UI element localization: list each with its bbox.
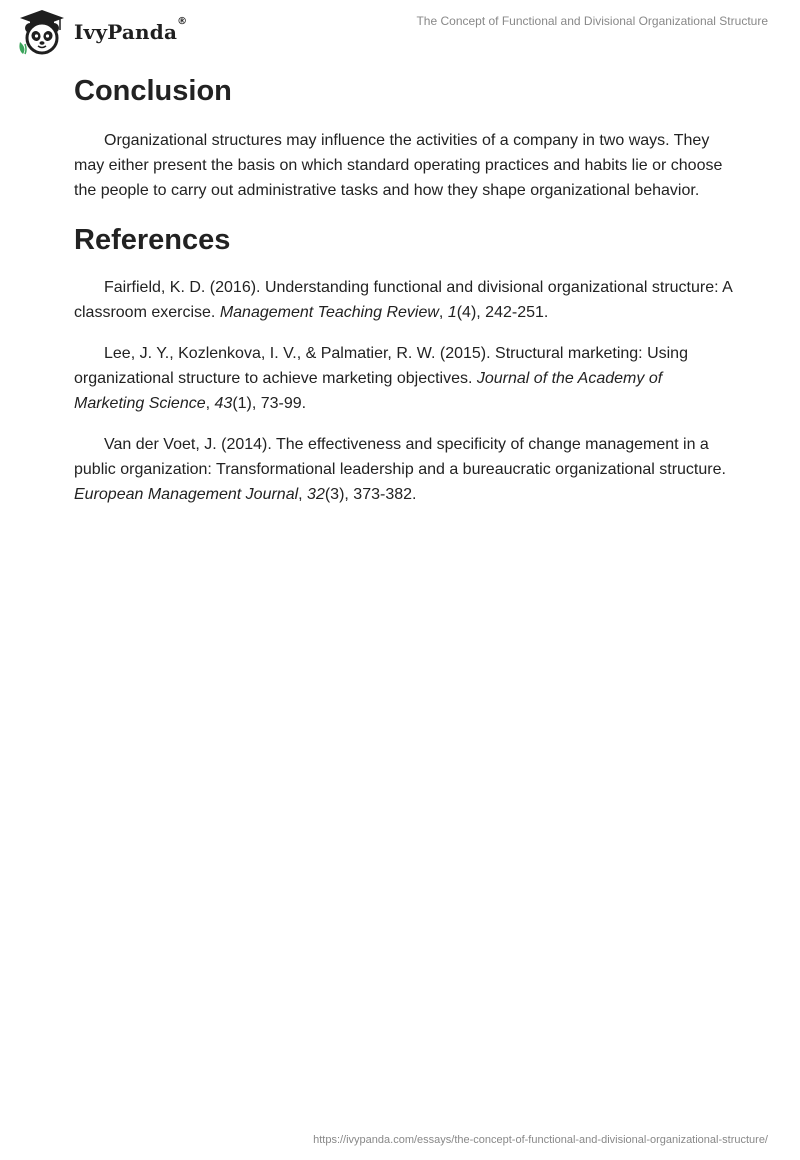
conclusion-heading: Conclusion — [74, 75, 232, 107]
references-heading: References — [74, 224, 231, 256]
reference-pages: (1), 73-99. — [232, 395, 307, 412]
reference-separator: , — [438, 304, 448, 321]
reference-pages: (4), 242-251. — [456, 304, 549, 321]
reference-text: Lee, J. Y., Kozlenkova, I. V., & Palmatier, R. W. (2015). Structural marketing: Using organizational structure to achieve marketing objectives. — [74, 345, 688, 387]
reference-journal: European Management Journal — [74, 486, 299, 503]
reference-volume: 1 — [447, 304, 457, 321]
reference-pages: (3), 373-382. — [324, 486, 417, 503]
reference-text: Van der Voet, J. (2014). The effectiveness and specificity of change management in a public organization: Transformational leadership and a bureaucratic organizational structure. — [74, 436, 726, 478]
reference-text: Fairfield, K. D. (2016). Understanding functional and divisional organizational structure: A classroom exercise. — [74, 279, 732, 321]
reference-item — [74, 341, 734, 416]
document-body — [74, 72, 734, 523]
reference-volume: 43 — [214, 395, 233, 412]
page-header — [0, 0, 800, 64]
logo-wordmark — [74, 16, 188, 44]
reference-item — [74, 432, 734, 507]
conclusion-paragraph: Organizational structures may influence the activities of a company in two ways. They may either present the basis on which standard operating practices and habits lie or choose the people to carry out administrative tasks and how they shape organizational behavior. — [74, 132, 723, 199]
panda-graduate-icon — [16, 8, 68, 56]
reference-volume: 32 — [307, 486, 325, 503]
ivypanda-logo[interactable] — [16, 8, 187, 56]
reference-item — [74, 275, 734, 325]
logo-text: IvyPanda — [74, 20, 178, 44]
registered-mark: ® — [177, 16, 188, 27]
reference-journal: Management Teaching Review — [219, 304, 439, 321]
reference-journal: Journal of the Academy of Marketing Science — [74, 370, 663, 412]
reference-list — [74, 275, 734, 507]
reference-separator: , — [205, 395, 215, 412]
reference-separator: , — [298, 486, 308, 503]
running-title: The Concept of Functional and Divisional Organizational Structure — [416, 14, 768, 28]
source-url[interactable]: https://ivypanda.com/essays/the-concept-of-functional-and-divisional-organizational-structure/ — [313, 1134, 768, 1146]
